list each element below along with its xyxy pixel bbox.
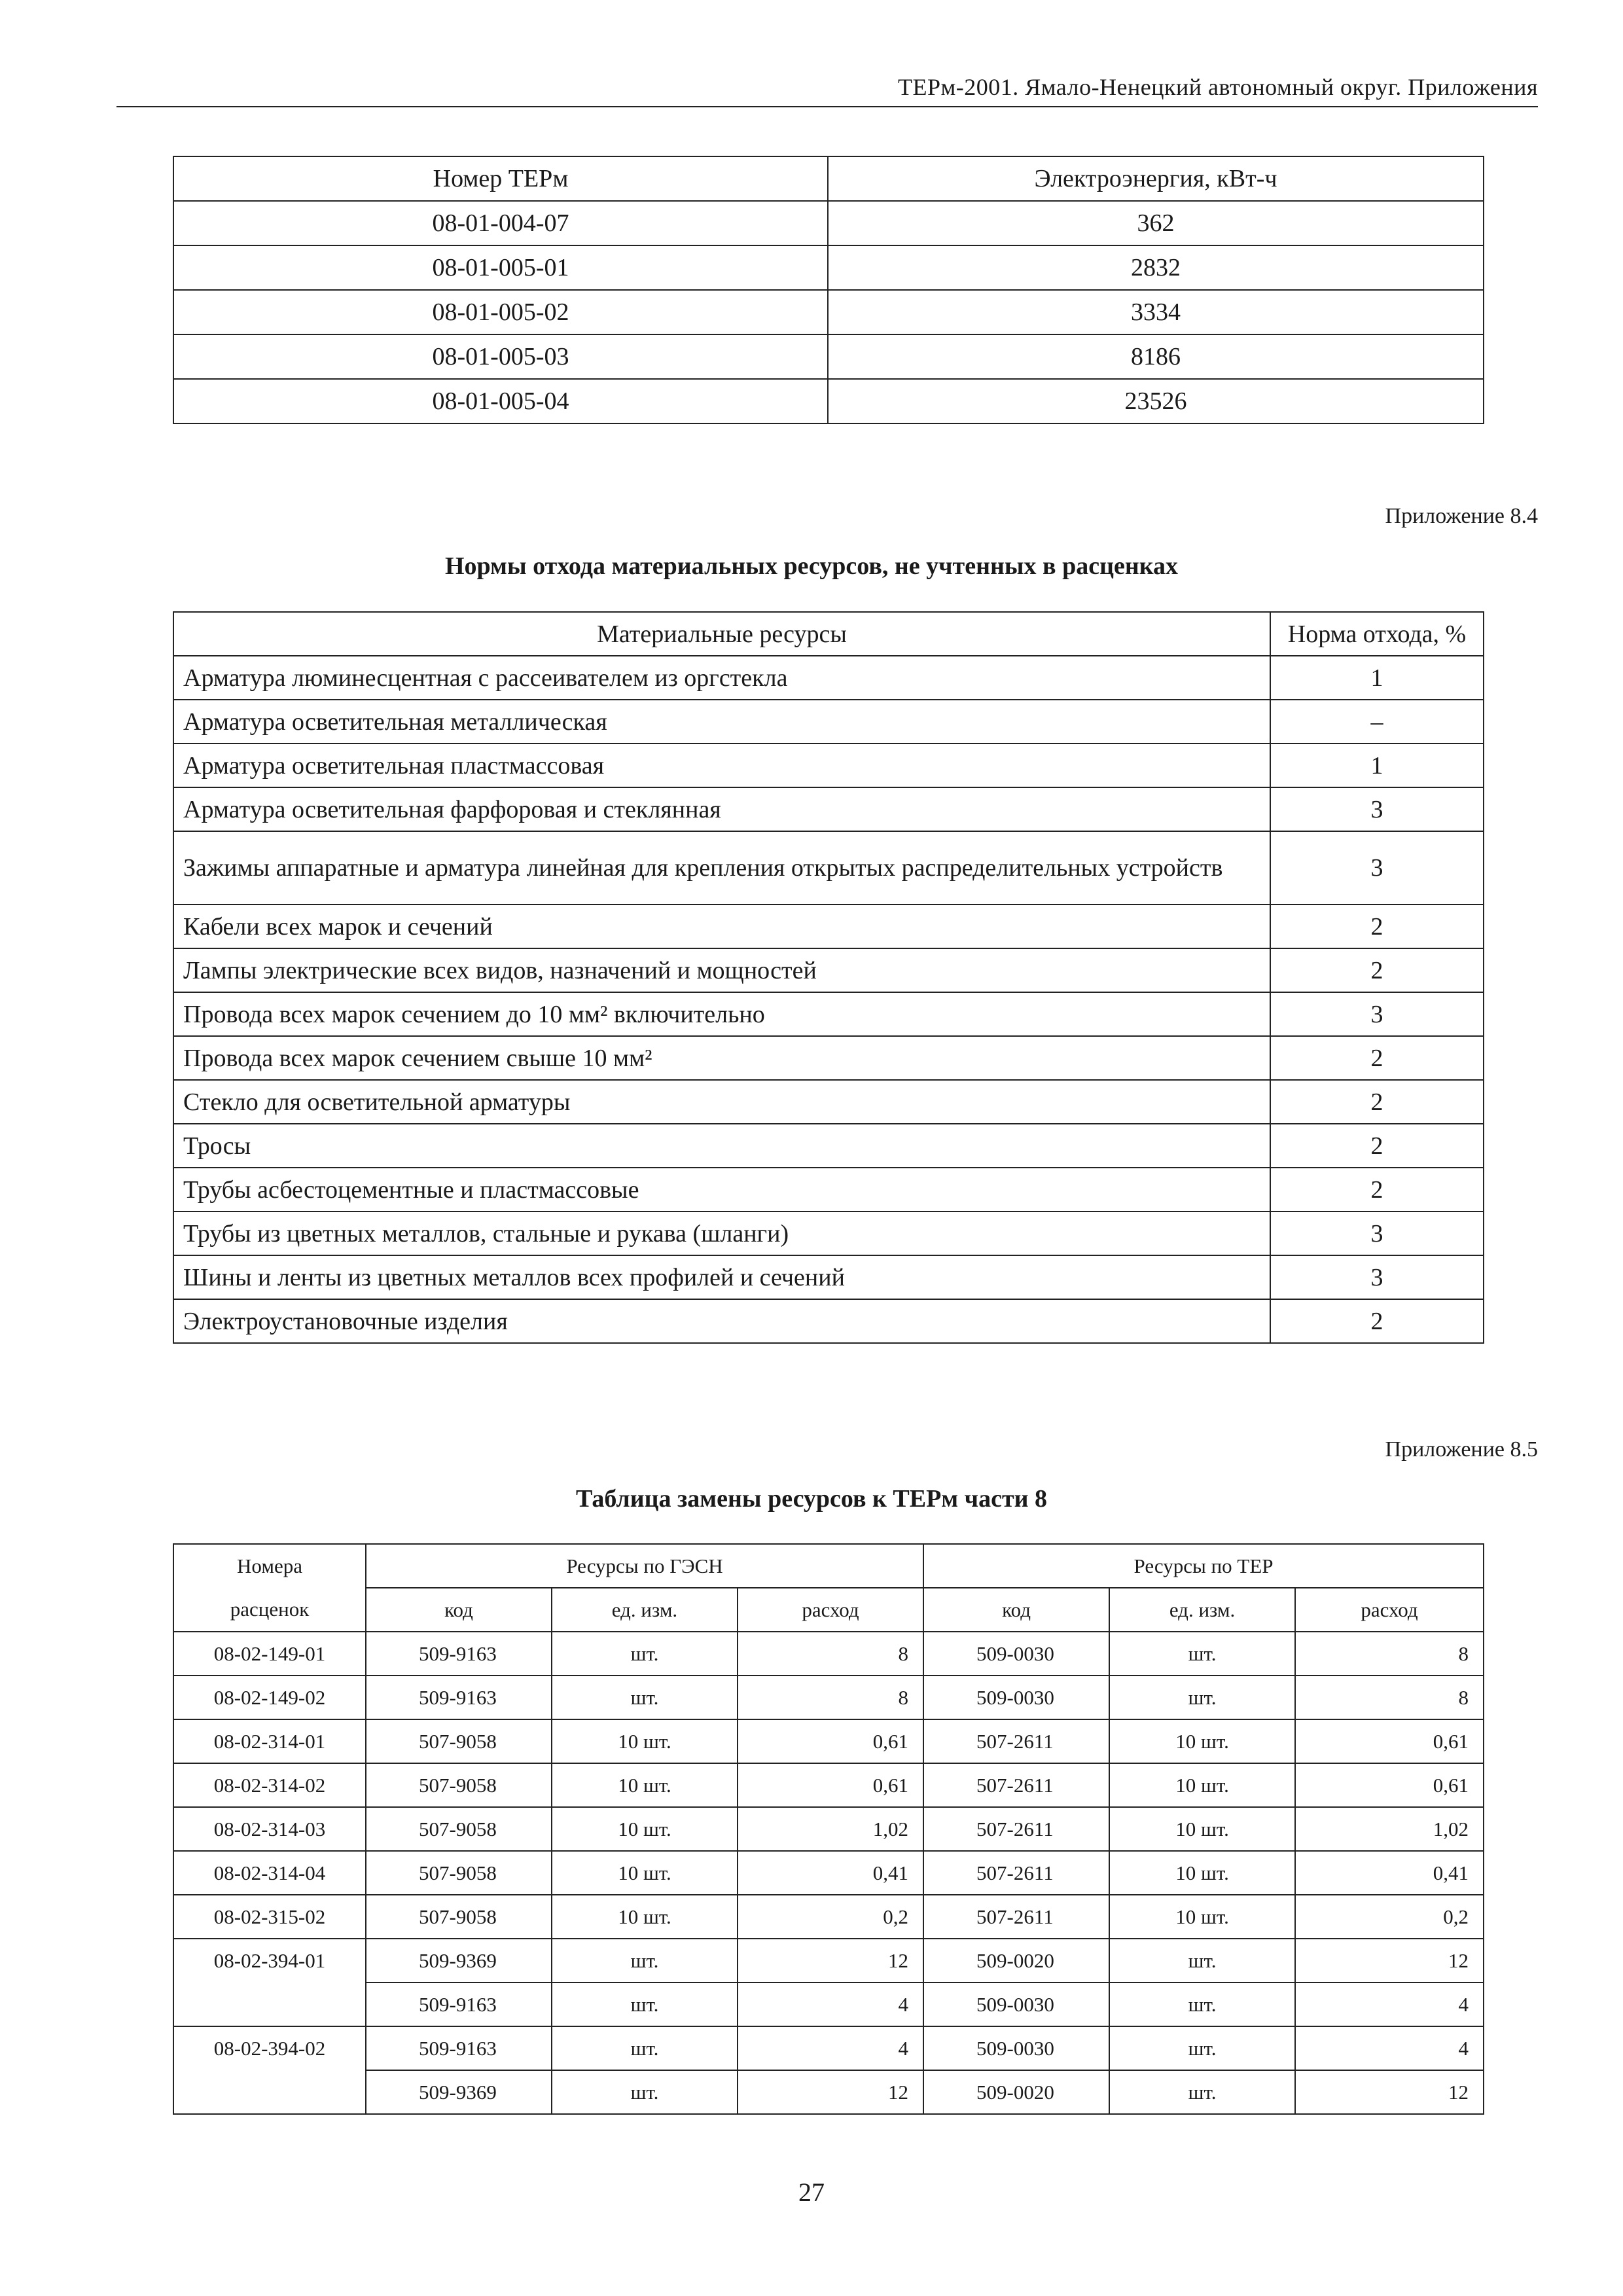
norm-cell: 2 [1270,1168,1484,1211]
ter-unit-cell: 10 шт. [1109,1763,1295,1807]
gesn-rate-cell: 12 [738,2070,923,2114]
rate-number-cell: 08-02-314-02 [173,1763,366,1807]
table-row [173,744,1484,787]
column-header: код [366,1588,552,1632]
ter-rate-cell: 12 [1295,2070,1484,2114]
table-row [173,1211,1484,1255]
resource-replacement-table [173,1543,1484,2115]
term-number-cell: 08-01-005-01 [173,245,828,290]
gesn-rate-cell: 0,41 [738,1851,923,1895]
gesn-rate-cell: 4 [738,2026,923,2070]
gesn-code-cell: 507-9058 [366,1807,552,1851]
gesn-unit-cell: 10 шт. [552,1807,738,1851]
gesn-unit-cell: шт. [552,2070,738,2114]
table-row [173,334,1484,379]
column-header: Норма отхода, % [1270,612,1484,656]
gesn-code-cell: 507-9058 [366,1895,552,1939]
material-cell: Шины и ленты из цветных металлов всех профилей и сечений [173,1255,1270,1299]
material-cell: Кабели всех марок и сечений [173,905,1270,948]
material-cell: Арматура осветительная пластмассовая [173,744,1270,787]
ter-code-cell: 507-2611 [923,1851,1109,1895]
gesn-unit-cell: 10 шт. [552,1763,738,1807]
table-row [173,2026,1484,2070]
table-row [173,1168,1484,1211]
table-row [173,1807,1484,1851]
gesn-rate-cell: 0,61 [738,1763,923,1807]
material-cell: Провода всех марок сечением до 10 мм² включительно [173,992,1270,1036]
table-subheader-row [173,1588,1484,1632]
gesn-code-cell: 509-9163 [366,2026,552,2070]
table-row [173,1080,1484,1124]
norm-cell: 3 [1270,1211,1484,1255]
electricity-cell: 23526 [828,379,1484,423]
table-row [173,379,1484,423]
column-header: расценок [173,1588,366,1632]
gesn-code-cell: 509-9163 [366,1676,552,1719]
section-title-resource-replacement: Таблица замены ресурсов к ТЕРм части 8 [575,1485,1048,1513]
table-row [173,1939,1484,1982]
column-header: расход [738,1588,923,1632]
term-number-cell: 08-01-005-04 [173,379,828,423]
table-row [173,1632,1484,1676]
gesn-code-cell: 509-9369 [366,1939,552,1982]
column-header: код [923,1588,1109,1632]
table-header-row [173,156,1484,201]
column-header: расход [1295,1588,1484,1632]
gesn-unit-cell: шт. [552,1982,738,2026]
column-header: Номер ТЕРм [173,156,828,201]
ter-rate-cell: 8 [1295,1632,1484,1676]
gesn-code-cell: 507-9058 [366,1719,552,1763]
ter-rate-cell: 0,2 [1295,1895,1484,1939]
norm-cell: 2 [1270,905,1484,948]
ter-unit-cell: 10 шт. [1109,1851,1295,1895]
appendix-label-8-5: Приложение 8.5 [1385,1437,1538,1462]
gesn-code-cell: 509-9163 [366,1982,552,2026]
rate-number-cell: 08-02-149-02 [173,1676,366,1719]
electricity-cell: 3334 [828,290,1484,334]
table-row [173,1719,1484,1763]
ter-rate-cell: 12 [1295,1939,1484,1982]
ter-unit-cell: шт. [1109,1982,1295,2026]
norm-cell: 2 [1270,1299,1484,1343]
gesn-unit-cell: шт. [552,1632,738,1676]
gesn-rate-cell: 0,2 [738,1895,923,1939]
header-divider [116,106,1538,107]
norm-cell: 2 [1270,948,1484,992]
norm-cell: 1 [1270,656,1484,700]
table-row [173,831,1484,905]
ter-rate-cell: 0,61 [1295,1719,1484,1763]
norm-cell: 2 [1270,1080,1484,1124]
gesn-rate-cell: 1,02 [738,1807,923,1851]
gesn-unit-cell: шт. [552,1676,738,1719]
norm-cell: 3 [1270,787,1484,831]
ter-code-cell: 507-2611 [923,1763,1109,1807]
waste-norms-table [173,611,1484,1344]
norm-cell: 1 [1270,744,1484,787]
electricity-cell: 2832 [828,245,1484,290]
column-header: ед. изм. [552,1588,738,1632]
material-cell: Трубы из цветных металлов, стальные и рукава (шланги) [173,1211,1270,1255]
page-header-title: ТЕРм-2001. Ямало-Ненецкий автономный округ. Приложения [897,74,1538,100]
material-cell: Лампы электрические всех видов, назначений и мощностей [173,948,1270,992]
ter-unit-cell: шт. [1109,1939,1295,1982]
table-row [173,1763,1484,1807]
material-cell: Арматура осветительная металлическая [173,700,1270,744]
rate-number-cell: 08-02-314-03 [173,1807,366,1851]
electricity-cell: 362 [828,201,1484,245]
norm-cell: 2 [1270,1036,1484,1080]
material-cell: Провода всех марок сечением свыше 10 мм² [173,1036,1270,1080]
ter-rate-cell: 4 [1295,1982,1484,2026]
material-cell: Тросы [173,1124,1270,1168]
column-group-header: Ресурсы по ТЕР [923,1544,1484,1588]
gesn-unit-cell: 10 шт. [552,1719,738,1763]
norm-cell: 2 [1270,1124,1484,1168]
table-row [173,290,1484,334]
norm-cell: 3 [1270,992,1484,1036]
table-header-row [173,612,1484,656]
table-row [173,1124,1484,1168]
table-row [173,656,1484,700]
ter-code-cell: 507-2611 [923,1719,1109,1763]
table-row [173,201,1484,245]
table-row [173,1851,1484,1895]
ter-rate-cell: 0,61 [1295,1763,1484,1807]
rate-number-cell: 08-02-315-02 [173,1895,366,1939]
ter-code-cell: 509-0030 [923,1982,1109,2026]
ter-code-cell: 509-0020 [923,1939,1109,1982]
ter-unit-cell: 10 шт. [1109,1719,1295,1763]
material-cell: Зажимы аппаратные и арматура линейная для крепления открытых распределительных устройств [173,831,1270,905]
electricity-cell: 8186 [828,334,1484,379]
table-row [173,700,1484,744]
gesn-unit-cell: 10 шт. [552,1895,738,1939]
column-header: Номера [173,1544,366,1588]
term-number-cell: 08-01-004-07 [173,201,828,245]
norm-cell: 3 [1270,1255,1484,1299]
rate-number-cell: 08-02-149-01 [173,1632,366,1676]
rate-number-cell: 08-02-394-02 [173,2026,366,2070]
gesn-unit-cell: шт. [552,1939,738,1982]
rate-number-cell: 08-02-314-01 [173,1719,366,1763]
ter-rate-cell: 8 [1295,1676,1484,1719]
gesn-rate-cell: 8 [738,1632,923,1676]
table-row [173,1255,1484,1299]
column-header: ед. изм. [1109,1588,1295,1632]
norm-cell: 3 [1270,831,1484,905]
gesn-code-cell: 507-9058 [366,1763,552,1807]
gesn-code-cell: 509-9369 [366,2070,552,2114]
ter-rate-cell: 4 [1295,2026,1484,2070]
gesn-rate-cell: 8 [738,1676,923,1719]
term-number-cell: 08-01-005-02 [173,290,828,334]
ter-rate-cell: 0,41 [1295,1851,1484,1895]
ter-code-cell: 507-2611 [923,1807,1109,1851]
ter-code-cell: 509-0030 [923,1632,1109,1676]
ter-code-cell: 509-0020 [923,2070,1109,2114]
rate-number-cell: 08-02-314-04 [173,1851,366,1895]
table-row [173,1982,1484,2026]
electricity-table [173,156,1484,424]
table-row [173,245,1484,290]
gesn-unit-cell: 10 шт. [552,1851,738,1895]
gesn-rate-cell: 0,61 [738,1719,923,1763]
ter-code-cell: 507-2611 [923,1895,1109,1939]
gesn-rate-cell: 4 [738,1982,923,2026]
material-cell: Арматура осветительная фарфоровая и стеклянная [173,787,1270,831]
ter-rate-cell: 1,02 [1295,1807,1484,1851]
table-row [173,2070,1484,2114]
ter-unit-cell: шт. [1109,2026,1295,2070]
table-row [173,992,1484,1036]
norm-cell: – [1270,700,1484,744]
column-group-header: Ресурсы по ГЭСН [366,1544,923,1588]
ter-unit-cell: шт. [1109,1632,1295,1676]
table-row [173,1895,1484,1939]
table-row [173,1676,1484,1719]
material-cell: Стекло для осветительной арматуры [173,1080,1270,1124]
gesn-rate-cell: 12 [738,1939,923,1982]
gesn-unit-cell: шт. [552,2026,738,2070]
appendix-label-8-4: Приложение 8.4 [1385,504,1538,528]
rate-number-cell: 08-02-394-01 [173,1939,366,1982]
column-header: Электроэнергия, кВт-ч [828,156,1484,201]
table-row [173,1036,1484,1080]
table-row [173,948,1484,992]
material-cell: Трубы асбестоцементные и пластмассовые [173,1168,1270,1211]
table-row [173,1299,1484,1343]
material-cell: Арматура люминесцентная с рассеивателем из оргстекла [173,656,1270,700]
gesn-code-cell: 509-9163 [366,1632,552,1676]
rate-number-cell [173,1982,366,2026]
rate-number-cell [173,2070,366,2114]
ter-code-cell: 509-0030 [923,2026,1109,2070]
ter-unit-cell: шт. [1109,2070,1295,2114]
table-row [173,787,1484,831]
ter-unit-cell: 10 шт. [1109,1807,1295,1851]
ter-unit-cell: шт. [1109,1676,1295,1719]
column-header: Материальные ресурсы [173,612,1270,656]
ter-unit-cell: 10 шт. [1109,1895,1295,1939]
page-number: 27 [798,2178,825,2207]
material-cell: Электроустановочные изделия [173,1299,1270,1343]
term-number-cell: 08-01-005-03 [173,334,828,379]
section-title-waste-norms: Нормы отхода материальных ресурсов, не учтенных в расценках [444,552,1179,580]
ter-code-cell: 509-0030 [923,1676,1109,1719]
table-header-row [173,1544,1484,1588]
gesn-code-cell: 507-9058 [366,1851,552,1895]
table-row [173,905,1484,948]
